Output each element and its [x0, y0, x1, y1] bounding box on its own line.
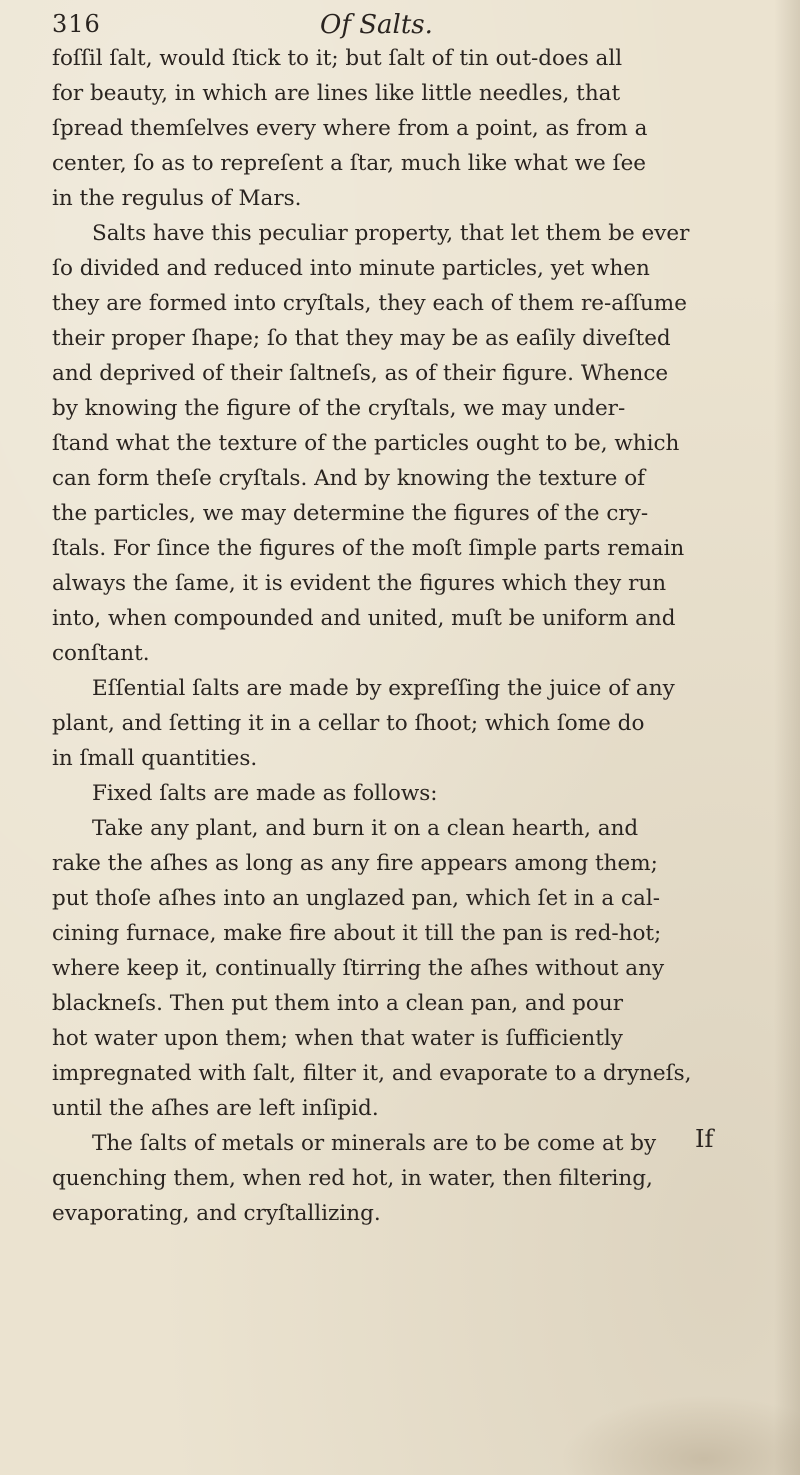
- text-line: by knowing the figure of the cryſtals, we may under-: [52, 396, 626, 421]
- text-line: plant, and ſetting it in a cellar to ſhoot; which ſome do: [52, 711, 645, 736]
- text-line: in the regulus of Mars.: [52, 186, 302, 211]
- text-line: ſo divided and reduced into minute particles, yet when: [52, 256, 650, 281]
- text-line: rake the aſhes as long as any fire appears among them;: [52, 851, 658, 876]
- text-line: in ſmall quantities.: [52, 746, 258, 771]
- paragraph-start-line: Eſſential ſalts are made by expreſſing the juice of any: [92, 676, 675, 701]
- text-line: impregnated with ſalt, filter it, and evaporate to a dryneſs,: [52, 1061, 692, 1086]
- text-line: they are formed into cryſtals, they each of them re-aſſume: [52, 291, 687, 316]
- text-line: blackneſs. Then put them into a clean pan, and pour: [52, 991, 623, 1016]
- text-line: always the ſame, it is evident the figures which they run: [52, 571, 667, 596]
- text-line: ſpread themſelves every where from a point, as from a: [52, 116, 648, 141]
- running-head: Of Salts.: [320, 10, 433, 40]
- page-edge-shadow: [774, 0, 800, 1475]
- text-line: conſtant.: [52, 641, 150, 666]
- text-line: and deprived of their ſaltneſs, as of their figure. Whence: [52, 361, 669, 386]
- text-line: foſſil ſalt, would ſtick to it; but ſalt of tin out-does all: [52, 46, 623, 71]
- text-line: the particles, we may determine the figures of the cry-: [52, 501, 649, 526]
- paper-stain: [560, 1395, 800, 1475]
- text-line: center, ſo as to repreſent a ſtar, much like what we ſee: [52, 151, 647, 176]
- text-line: until the aſhes are left inſipid.: [52, 1096, 379, 1121]
- text-line: put thoſe aſhes into an unglazed pan, which ſet in a cal-: [52, 886, 660, 911]
- catchword: If: [695, 1125, 714, 1153]
- page-number: 316: [52, 10, 101, 38]
- text-line: quenching them, when red hot, in water, then filtering,: [52, 1166, 653, 1191]
- paragraph-start-line: Salts have this peculiar property, that let them be ever: [92, 221, 690, 246]
- text-line: can form theſe cryſtals. And by knowing the texture of: [52, 466, 646, 491]
- text-line: for beauty, in which are lines like little needles, that: [52, 81, 621, 106]
- text-line: where keep it, continually ſtirring the aſhes without any: [52, 956, 665, 981]
- text-line: evaporating, and cryſtallizing.: [52, 1201, 381, 1226]
- text-line: ſtals. For ſince the figures of the moſt ſimple parts remain: [52, 536, 685, 561]
- text-line: into, when compounded and united, muſt be uniform and: [52, 606, 676, 631]
- body-text: [52, 41, 772, 1231]
- text-line: their proper ſhape; ſo that they may be as eaſily diveſted: [52, 326, 671, 351]
- paragraph-start-line: Fixed ſalts are made as follows:: [92, 781, 438, 806]
- text-line: hot water upon them; when that water is ſufficiently: [52, 1026, 623, 1051]
- paragraph-start-line: The ſalts of metals or minerals are to be come at by: [92, 1131, 657, 1156]
- text-line: ſtand what the texture of the particles ought to be, which: [52, 431, 680, 456]
- paragraph-start-line: Take any plant, and burn it on a clean hearth, and: [92, 816, 639, 841]
- text-line: cining furnace, make fire about it till the pan is red-hot;: [52, 921, 662, 946]
